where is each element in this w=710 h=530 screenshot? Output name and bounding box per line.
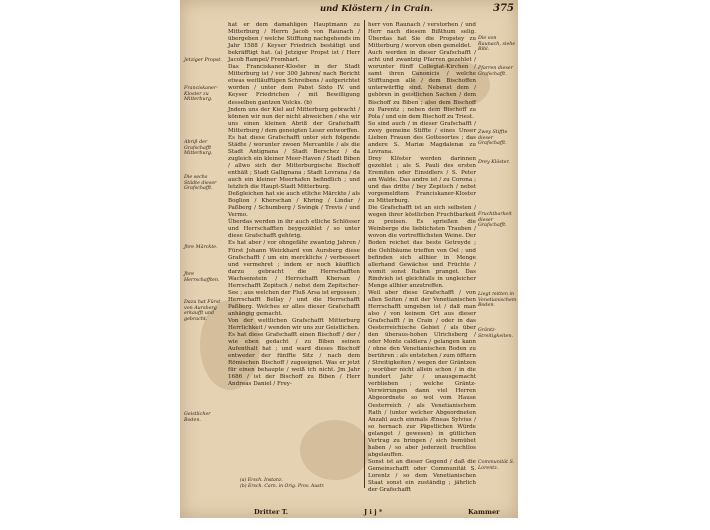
paragraph: So sind auch / in dieser Grafschafft / zwey gemeine Stiffte / eines Unser Lieben Frauen des Gottesortes ; das andere S. Mariæ Magdalenæ zu Lovrana. <box>368 120 476 155</box>
margin-note: Dazu hat Fürst von Aursberg erkaufft und gebracht. <box>184 300 221 322</box>
margin-note: Jhre Herrschafften. <box>184 272 220 283</box>
paragraph: Die Grafschafft ist an sich selbsten / wegen ihrer köstlichen Fruchtbarkeit zu preisen. Es sprießen die Weinberge die lieblichsten Trauben / wovon die vortrefflichsten Weine. Der Boden reichet das beste Getreyde ; die Oehlbäume trieffen von Oel ; und befinden sich allhier in Menge allerhand Gewächse und Früchte / womit sonst Italien pranget. Das Rindvieh ist gleichfalls in ungleicher Menge allhier anzutreffen. <box>368 205 476 289</box>
paper-stain <box>300 420 370 480</box>
catchword-right: Kammer <box>468 508 500 516</box>
signature-mark: J i j * <box>364 508 383 516</box>
paragraph: herr von Raunach / verstorben / und Herr nach diesem Bißthum selig. Überdas hat Sie die Propstey zu Mitterburg / worvon oben gemeldet. <box>368 22 476 50</box>
paragraph: Sonst ist an dieser Gegend / daß die Gemeinschafft oder Communität S. Lorentz / so dem Venetianischen Staat sonst ein zuständig ; jährlich der Grafschafft <box>368 458 476 494</box>
left-column <box>228 22 360 388</box>
paragraph: Weil aber diese Grafschafft / von allen Seiten / mit der Venetianischen Herrschafft umgeben ist / daß man also / von keinem Ort aus dieser Grafschafft / in Crain / oder in das Oesterreichische Gebiet / als über den überaus-hohen Ulrichsberg / oder Monte caldiera / gelangen kann / ohne den Venetianischen Boden zu berühren : als entstehen / zum öfftern / Streitigkeiten / wegen der Gräntzen ; worüber nicht allein schon / in die hundert Jahr / unausgemacht verblieben ; welche Gräntz-Verwirrungen dann viel Herren Abgeordnete so wol vom Hause Oesterreich / als Venetianischem Rath / (unter welcher Abgeordneten Anzahl auch einmals Æneas Sylvius / so hernach zur Päpstlichen Würde gelanget / gewesen) in gütlichen Vertrag zu bringen / sich bemühet haben / so aber jederzeit fruchtlos abgelauffen. <box>368 289 476 458</box>
margin-note: Gräntz-Streitigkeiten. <box>478 328 514 339</box>
margin-note: Geistlicher Boden. <box>184 412 211 423</box>
paragraph: hat er dem damahligen Hauptmann zu Mitterburg / Herrn Jacob von Raunach / übergeben / welche Stifftung nachgehends im Jahr 1588 / Keyser Friedrich bestätigt und bekräfftigt hat. (a) Jetziger Propst ist / Herr Jacob Rampel/ Fremhart. <box>228 22 360 64</box>
book-page <box>180 0 518 518</box>
margin-note: Abriß der Grafschafft Mitterburg. <box>184 140 213 157</box>
footnote: (a) Ersch. Instanz. <box>240 478 283 483</box>
footnote: (b) Ersch. Carn. in Orig. Prov. Austr. <box>240 484 325 489</box>
paragraph: Jndem uns der Kiel auf Mitterburg gebracht / können wir nun der nicht abweichen / ehe wir uns einen kleinen Abriß der Grafschafft Mitterburg / dem geneigten Leser entworffen. <box>228 106 360 134</box>
margin-note: Jhre Märckte. <box>184 245 218 250</box>
paragraph: Von der weltlichen Grafschafft Mitterburg Herrlichkeit / wenden wir uns zur Geistlichen. <box>228 317 360 332</box>
paragraph: Auch werden in dieser Grafschafft / acht und zwantzig Pfarren gezehlet / worunter fünff Collegiat-Kirchen / samt ihren Canonicis / welche Stifftungen alle / dem Bischoffen unterwürffig sind. Nebenst dem / gehören in geistlichen Sachen / dem Bischoff zu Biben ; also dem Bischoff zu Parentz ; neben dem Bischoff zu Pola / und ein dem Bischoff zu Triest. <box>368 50 476 120</box>
paragraph: Es hat diese Grafschafft unter sich folgende Städte / worunter zwoen Mercantile / als die Stadt Antignana / Stadt Berschez / da zugleich ein kleiner Meer-Haven / Stadt Biben / allwo sich der Mitterburgische Bischoff enthält ; Stadt Gallignana ; Stadt Lovrana / da auch ein kleiner Meerhafen befindlich ; und letzlich die Haupt-Stadt Mitterburg. <box>228 134 360 191</box>
column-divider <box>364 20 365 488</box>
margin-note: Franciskaner-Kloster zu Mitterburg. <box>184 86 218 103</box>
margin-note: Die sechs Städte dieser Grafschafft. <box>184 175 217 192</box>
margin-note: Die von Raunach, siehe Bibl. <box>478 36 516 53</box>
paragraph: Es hat diese Grafschafft einen Bischoff / der / wie eben gedacht / zu Biben seinen Aufenthalt hat ; und ward dieses Bischoff entweder der fünffte Sitz / nach dem Römischen Bischoff / zugeeignet. Was er jetzt für einen behaupte / weiß ich nicht. Jm Jahr 1686 / ist der Bischoff zu Biben / Herr Andreas Daniel / Frey- <box>228 332 360 388</box>
margin-note: Liegt mitten in Venetianischem Boden. <box>478 292 517 309</box>
paragraph: Das Franciskaner-Kloster in der Stadt Mitterburg ist / vor 300 Jahren/ nach Bericht etwas weitläufftigen Schreibens / aufgerichtet worden / unter dem Pabst Sixto IV. und Keyser Friedrichen / mit Bewilligung desselben gantzen Volcks. (b) <box>228 64 360 106</box>
margin-note: Zwey Stiffte dieser Grafschafft. <box>478 130 508 147</box>
page-number: 375 <box>493 3 514 14</box>
margin-note: Drey Klöster. <box>478 160 510 165</box>
margin-note: Jetziger Propst. <box>184 58 222 63</box>
running-head: und Klöstern / in Crain. <box>320 4 433 14</box>
right-column <box>368 22 476 494</box>
paragraph: Drey Klöster werden darinnen gezehlet ; als S. Pauli des ersten Eremiten oder Einsidlers / S. Peter am Walde. Das andre ist / zu Corona ; und das dritte / bey Zepitsch / nebst vorgemeldtem Franciskaner-Kloster zu Mitterburg. <box>368 155 476 205</box>
paragraph: Deßgleichen hat sie auch etliche Märckte / als Boglion / Kherschan / Khring / Lindar / Paßberg / Schumberg / Swingk / Trevis / und Vermo. <box>228 191 360 219</box>
margin-note: Communität S. Lorentz. <box>478 460 515 471</box>
paragraph: Es hat aber / vor ohngefähr zwantzig Jahren / Fürst Johann Weickhard von Aursberg diese Grafschafft / um ein mercklichs / verbessert und vermehret ; indem er noch käufflich darzu gebracht die Herrschafften Wachsenstein / Herrschafft Khersan / Herrschafft Zepitsch / nebst dem Zepitscher-See ; aus welchen der Fluß Arsa ist ergossen ; Herrschafft Bellay / und die Herrschafft Paßberg. Welches er alles dieser Grafschafft anhängig gemacht. <box>228 240 360 317</box>
running-header <box>180 4 518 18</box>
paragraph: Überdas werden in ihr auch etliche Schlösser und Herrschafften beygezählet / so unter diese Grafschafft gehörig. <box>228 219 360 240</box>
catchword-left: Dritter T. <box>254 508 289 516</box>
margin-note: Pfarren dieser Grafschafft. <box>478 66 513 77</box>
footnotes <box>240 478 325 490</box>
margin-note: Fruchtbarkeit dieser Grafschafft. <box>478 212 512 229</box>
